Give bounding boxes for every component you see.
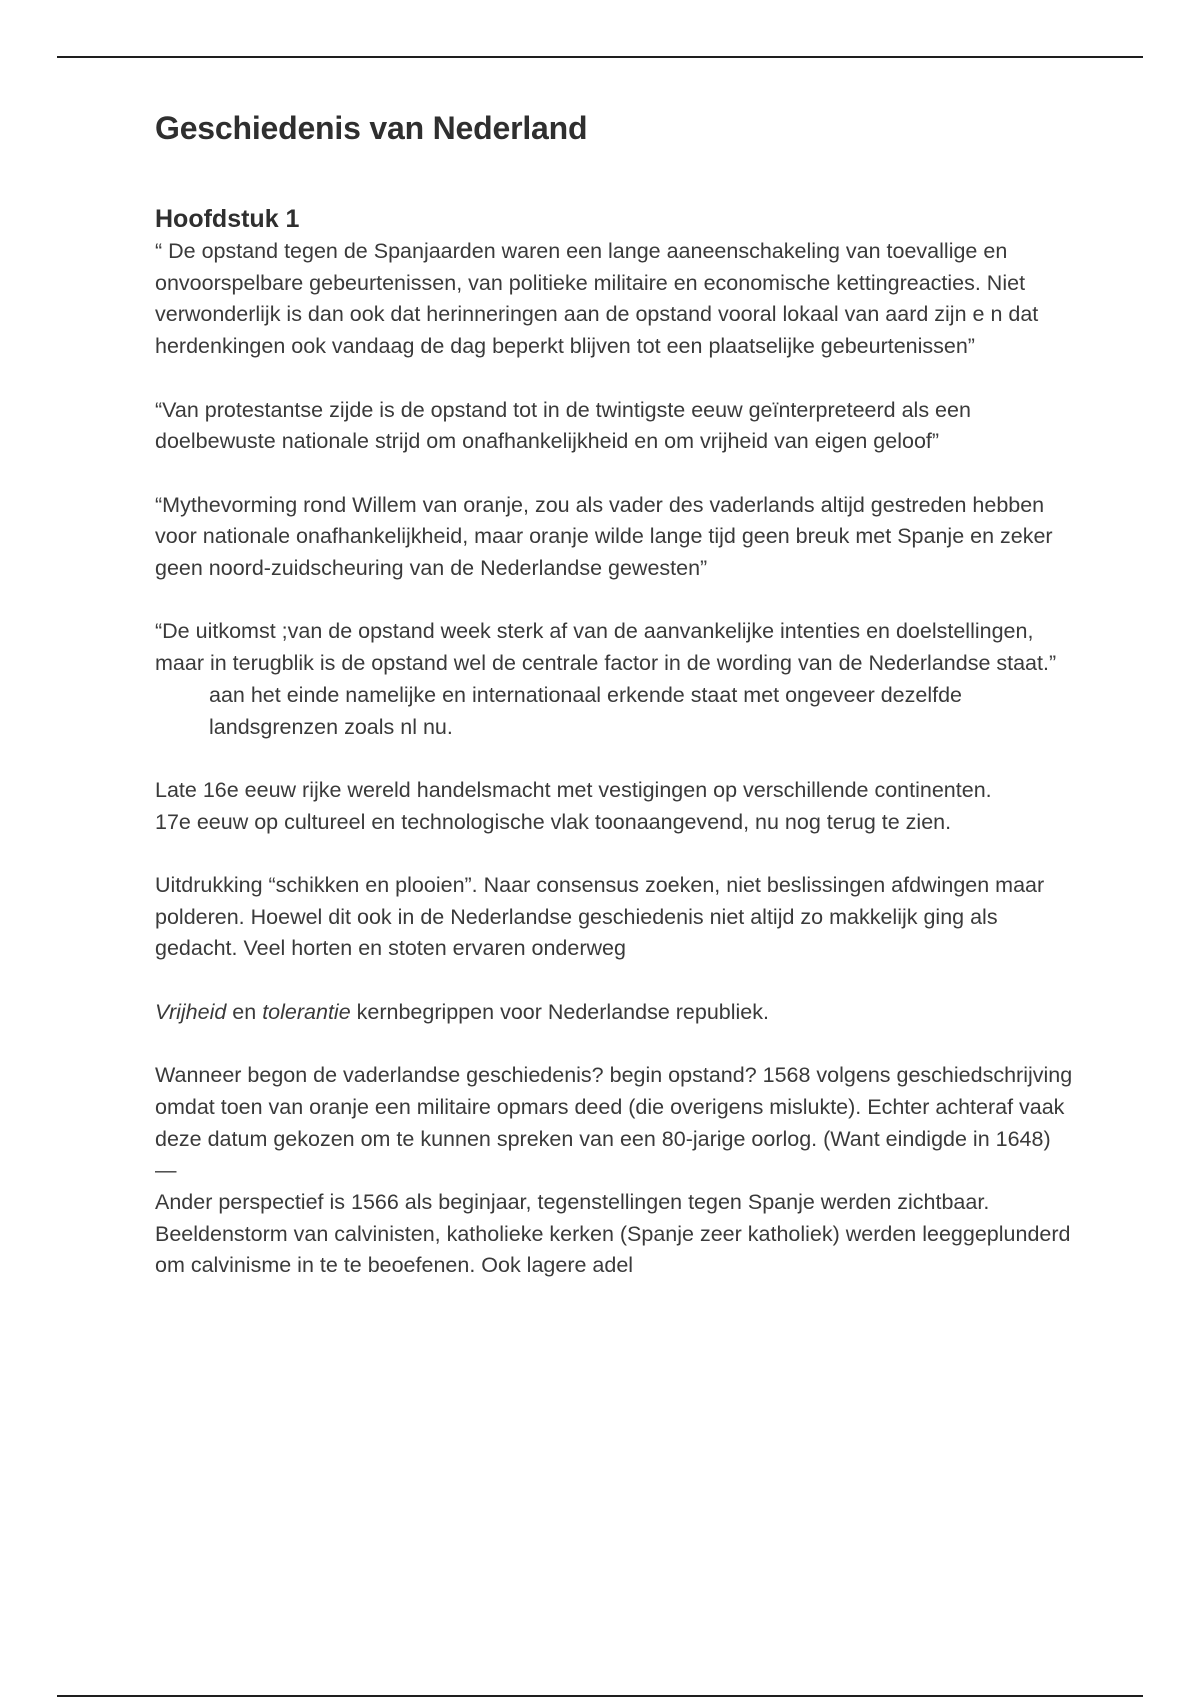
vrijheid-term: Vrijheid [155, 999, 227, 1024]
document-body [155, 100, 1085, 1282]
em-dash-separator: — [155, 1158, 177, 1183]
late-16th-century-paragraph: Late 16e eeuw rijke wereld handelsmacht met vestigingen op verschillende continenten. [155, 777, 992, 802]
schikken-paragraph: Uitdrukking “schikken en plooien”. Naar consensus zoeken, niet beslissingen afdwingen maar polderen. Hoewel dit ook in de Nederlandse geschiedenis niet altijd zo makkelijk ging als gedacht. Veel horten en stoten ervaren onderweg [155, 872, 1045, 961]
connector-text: en [226, 999, 263, 1024]
state-note-paragraph: aan het einde namelijke en internationaal erkende staat met ongeveer dezelfde landsgrenzen zoals nl nu. [209, 682, 963, 739]
17th-century-paragraph: 17e eeuw op cultureel en technologische vlak toonaangevend, nu nog terug te zien. [155, 809, 952, 834]
core-concepts-rest: kernbegrippen voor Nederlandse republiek. [350, 999, 769, 1024]
chapter-heading: Hoofdstuk 1 [155, 205, 300, 233]
top-divider [57, 56, 1143, 58]
document-title: Geschiedenis van Nederland [155, 110, 588, 146]
other-perspective-paragraph: Ander perspectief is 1566 als beginjaar, tegenstellingen tegen Spanje werden zichtbaar. Beeldenstorm van calvinisten, katholieke kerken (Spanje zeer katholiek) werden leeggeplunderd om calvinisme in te te beoefenen. Ook lagere adel [155, 1189, 1071, 1278]
start-history-paragraph: Wanneer begon de vaderlandse geschiedenis? begin opstand? 1568 volgens geschiedschrijving omdat toen van oranje een militaire opmars deed (die overigens mislukte). Echter achteraf vaak deze datum gekozen om te kunnen spreken van een 80-jarige oorlog. (Want eindigde in 1648) [155, 1063, 1073, 1151]
quote-paragraph-4: “De uitkomst ;van de opstand week sterk af van de aanvankelijke intenties en doelstellingen, maar in terugblik is de opstand wel de centrale factor in de wording van de Nederlandse staat.” [155, 619, 1057, 676]
quote-paragraph-2: “Van protestantse zijde is de opstand tot in de twintigste eeuw geïnterpreteerd als een doelbewuste nationale strijd om onafhankelijkheid en om vrijheid van eigen geloof” [155, 397, 971, 454]
quote-paragraph-1: “ De opstand tegen de Spanjaarden waren een lange aaneenschakeling van toevallige en onvoorspelbare gebeurtenissen, van politieke militaire en economische kettingreacties. Niet verwonderlijk is dan ook dat herinneringen aan de opstand vooral lokaal van aard zijn e n dat herdenkingen ook vandaag de dag beperkt blijven tot een plaatselijke gebeurtenissen” [155, 239, 1039, 359]
tolerantie-term: tolerantie [262, 999, 351, 1024]
core-concepts-paragraph [155, 997, 1085, 1029]
bottom-divider [57, 1695, 1143, 1697]
quote-paragraph-3: “Mythevorming rond Willem van oranje, zou als vader des vaderlands altijd gestreden hebben voor nationale onafhankelijkheid, maar oranje wilde lange tijd geen breuk met Spanje en zeker geen noord-zuidscheuring van de Nederlandse gewesten” [155, 492, 1053, 580]
